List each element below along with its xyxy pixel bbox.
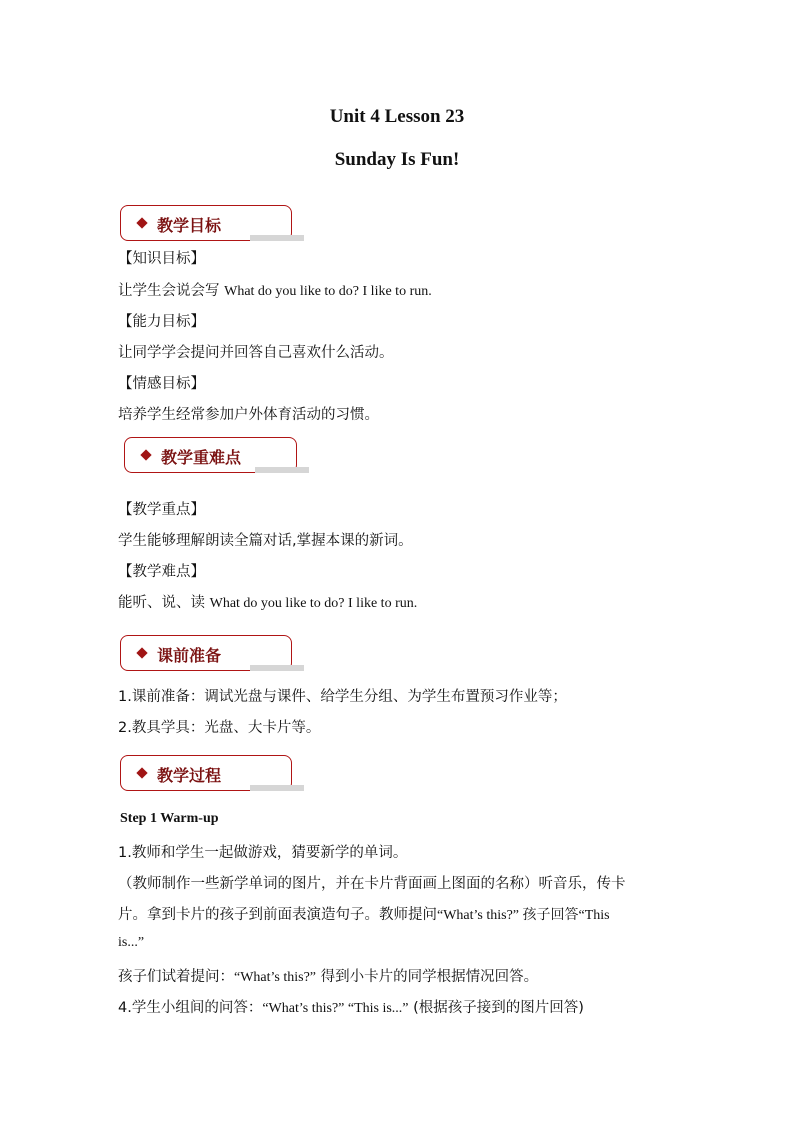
diamond-icon [136, 217, 147, 228]
emotion-goal-heading: 【情感目标】 [118, 376, 205, 392]
difficulty-en: What do you like to do? I like to run. [209, 596, 418, 611]
process-line-5 [118, 965, 538, 986]
section-keypoints-label: 教学重难点 [161, 448, 242, 467]
section-shadow [250, 665, 304, 671]
focus-heading: 【教学重点】 [118, 502, 205, 518]
diamond-icon [136, 647, 147, 658]
process-line-6-cn2: (根据孩子接到的图片回答) [408, 1000, 584, 1016]
process-line-3-cn: 片。拿到卡片的孩子到前面表演造句子。教师提问 [118, 907, 437, 923]
diamond-icon [140, 449, 151, 460]
knowledge-goal-en: What do you like to do? I like to run. [224, 284, 432, 299]
focus-text: 学生能够理解朗读全篇对话,掌握本课的新词。 [118, 533, 413, 549]
process-line-3-en: “What’s this?” 孩子回答“This [437, 908, 610, 923]
process-line-5-en: “What’s this?” [234, 970, 317, 985]
section-shadow [250, 235, 304, 241]
ability-goal-text: 让同学学会提问并回答自己喜欢什么活动。 [118, 345, 394, 361]
difficulty-text [118, 591, 417, 612]
section-preparation-label: 课前准备 [157, 646, 222, 665]
doc-subtitle: Sunday Is Fun! [334, 149, 460, 170]
process-line-6-cn1: 4.学生小组间的问答： [118, 1000, 263, 1016]
process-line-4-en: is...” [118, 935, 145, 950]
process-line-5-cn2: 得到小卡片的同学根据情况回答。 [316, 969, 539, 985]
knowledge-goal-heading: 【知识目标】 [118, 251, 205, 267]
process-line-4 [118, 934, 144, 951]
doc-title: Unit 4 Lesson 23 [329, 106, 465, 127]
knowledge-goal-cn: 让学生会说会写 [118, 283, 225, 299]
diamond-icon [136, 767, 147, 778]
section-shadow [255, 467, 309, 473]
section-process-label: 教学过程 [157, 766, 222, 785]
knowledge-goal-text [118, 279, 432, 300]
process-line-2: （教师制作一些新学单词的图片，并在卡片背面画上图面的名称）听音乐，传卡 [118, 876, 626, 892]
preparation-item-2: 2.教具学具：光盘、大卡片等。 [118, 720, 321, 736]
section-goals-label: 教学目标 [157, 216, 222, 235]
process-line-3 [118, 903, 610, 924]
difficulty-heading: 【教学难点】 [118, 564, 205, 580]
section-shadow [250, 785, 304, 791]
process-line-6 [118, 996, 584, 1017]
emotion-goal-text: 培养学生经常参加户外体育活动的习惯。 [118, 407, 379, 423]
preparation-item-1: 1.课前准备：调试光盘与课件、给学生分组、为学生布置预习作业等； [118, 689, 567, 705]
process-line-5-cn1: 孩子们试着提问： [118, 969, 234, 985]
difficulty-cn: 能听、说、读 [118, 595, 210, 611]
process-line-1: 1.教师和学生一起做游戏，猜要新学的单词。 [118, 845, 408, 861]
process-line-6-en: “What’s this?” “This is...” [262, 1001, 409, 1016]
ability-goal-heading: 【能力目标】 [118, 314, 205, 330]
step-1-title: Step 1 Warm-up [120, 811, 219, 826]
